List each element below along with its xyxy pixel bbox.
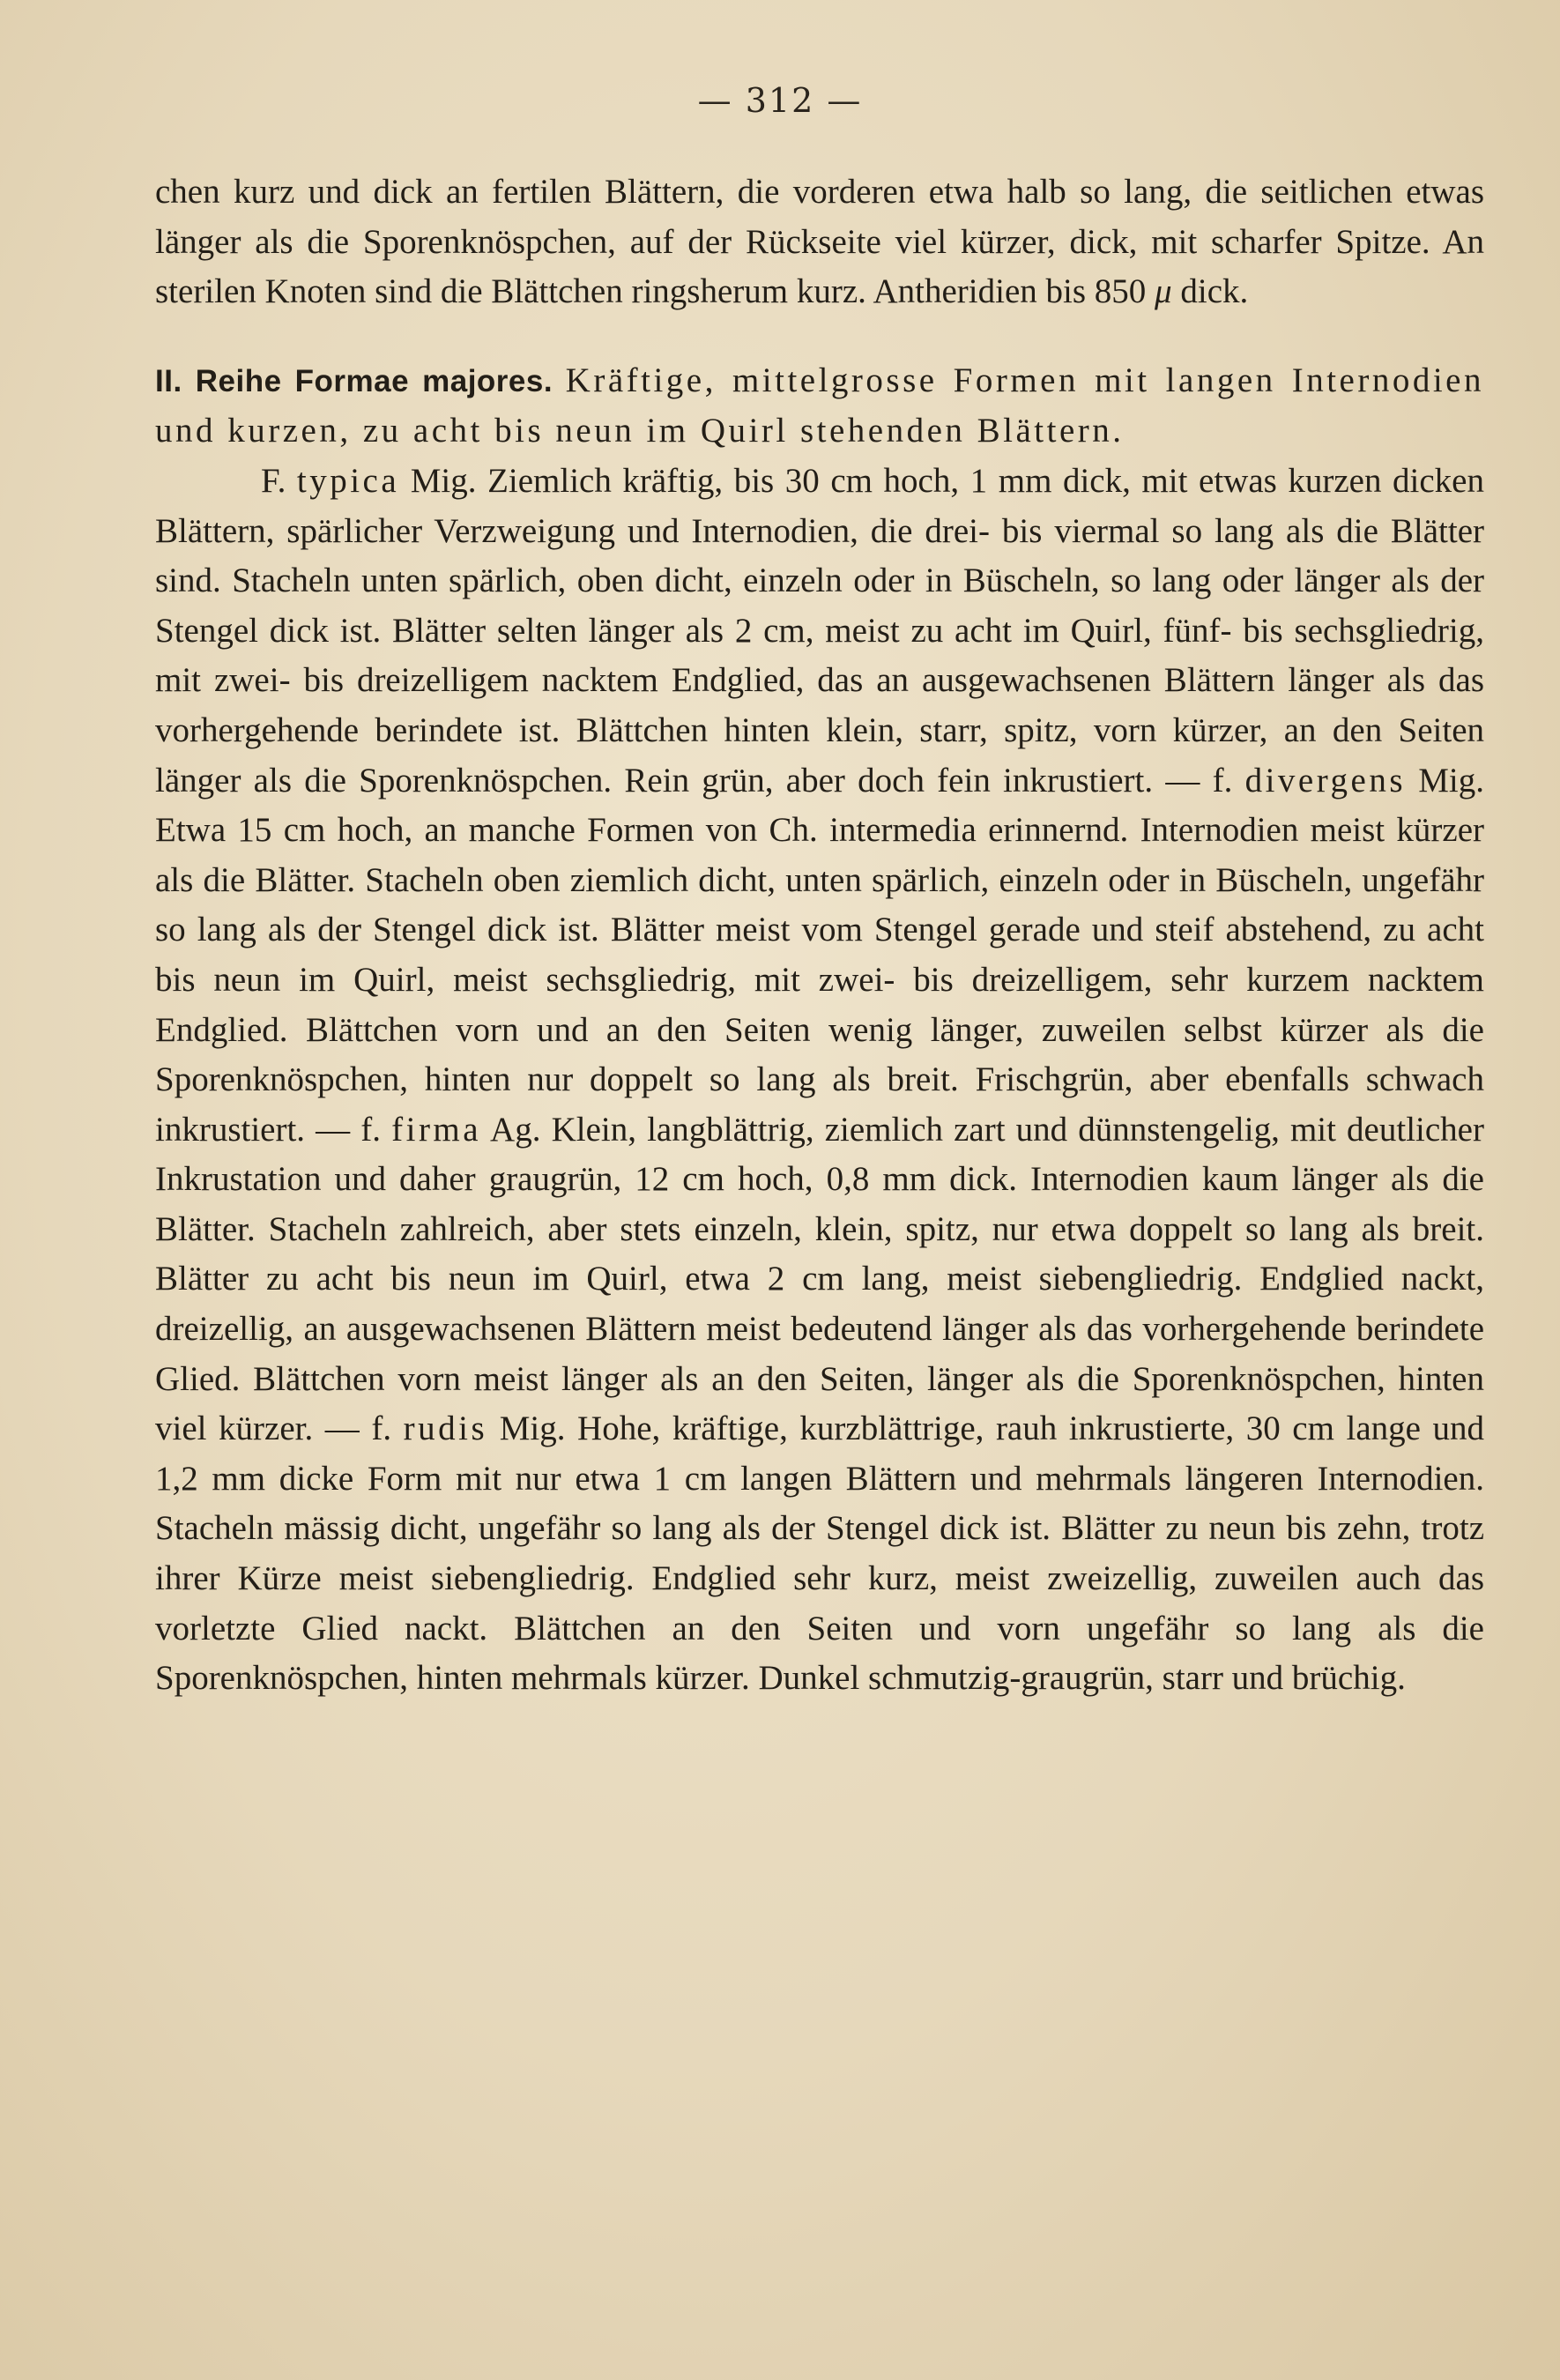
micro-symbol: μ bbox=[1155, 272, 1172, 311]
body-text bbox=[155, 167, 1484, 1704]
paragraph-forms bbox=[155, 457, 1484, 1704]
form-text-3: Ag. Klein, langblättrig, ziemlich zart und dünnstengelig, mit deutlicher Inkrustation und daher graugrün, 12 cm hoch, 0,8 mm dick. Internodien kaum länger als die Blätter. Stacheln zahlreich, aber stets einzeln, klein, spitz, nur etwa doppelt so lang als breit. Blätter zu acht bis neun im Quirl, etwa 2 cm lang, meist siebengliedrig. Endglied nackt, dreizellig, an ausgewachsenen Blättern meist bedeutend länger als das vorhergehende berindete Glied. Blättchen vorn meist länger als an den Seiten, länger als die Sporenknöspchen, hinten viel kürzer. — f. bbox=[155, 1110, 1484, 1448]
form-name-rudis: rudis bbox=[403, 1409, 488, 1448]
section-heading: II. Reihe Formae majores. bbox=[155, 363, 553, 398]
form-name-typica: typica bbox=[296, 461, 400, 500]
paragraph-text-tail: dick. bbox=[1171, 272, 1249, 311]
form-text-2: Mig. Etwa 15 cm hoch, an manche Formen von Ch. intermedia erinnernd. Internodien meist kürzer als die Blätter. Stacheln oben ziemlich dicht, unten spärlich, einzeln oder in Büscheln, ungefähr so lang als der Stengel dick ist. Blätter meist vom Stengel gerade und steif abstehend, zu acht bis neun im Quirl, meist sechsgliedrig, mit zwei- bis dreizelligem, sehr kurzem nacktem Endglied. Blättchen vorn und an den Seiten wenig länger, zuweilen selbst kürzer als die Sporenknöspchen, hinten nur doppelt so lang als breit. Frischgrün, aber ebenfalls schwach inkrustiert. — f. bbox=[155, 761, 1485, 1149]
form-typica-label-prefix: F. bbox=[261, 461, 297, 500]
paragraph-series-heading bbox=[155, 356, 1484, 457]
form-name-firma: firma bbox=[391, 1110, 482, 1149]
form-text-1: Mig. Ziemlich kräftig, bis 30 cm hoch, 1 mm dick, mit etwas kurzen dicken Blättern, spärlicher Verzweigung und Internodien, die drei- bis viermal so lang als die Blätter sind. Stacheln unten spärlich, oben dicht, einzeln oder in Büscheln, so lang oder länger als der Stengel dick ist. Blätter selten länger als 2 cm, meist zu acht im Quirl, fünf- bis sechsgliedrig, mit zwei- bis dreizelligem nacktem Endglied, das an ausgewachsenen Blättern länger als das vorhergehende berindete ist. Blättchen hinten klein, starr, spitz, vorn kürzer, an den Seiten länger als die Sporenknöspchen. Rein grün, aber doch fein inkrustiert. — f. bbox=[155, 461, 1484, 800]
paragraph-text: chen kurz und dick an fertilen Blättern, die vorderen etwa halb so lang, die seitlichen etwas länger als die Sporenknöspchen, auf der Rückseite viel kürzer, dick, mit scharfer Spitze. An sterilen Knoten sind die Blättchen ringsherum kurz. Antheridien bis 850 bbox=[155, 173, 1484, 311]
page-number: — 312 — bbox=[697, 81, 863, 120]
form-name-divergens: divergens bbox=[1244, 761, 1406, 800]
form-text-4: Mig. Hohe, kräftige, kurzblättrige, rauh inkrustierte, 30 cm lange und 1,2 mm dicke Form mit nur etwa 1 cm langen Blättern und mehrmals längeren Internodien. Stacheln mässig dicht, ungefähr so lang als der Stengel dick ist. Blätter zu neun bis zehn, trotz ihrer Kürze meist siebengliedrig. Endglied sehr kurz, meist zweizellig, zuweilen auch das vorletzte Glied nackt. Blättchen an den Seiten und vorn ungefähr so lang als die Sporenknöspchen, hinten mehrmals kürzer. Dunkel schmutzig-graugrün, starr und brüchig. bbox=[155, 1409, 1484, 1698]
paragraph-continuation bbox=[155, 167, 1484, 317]
series-description: Kräftige, mittelgrosse Formen mit langen Internodien und kurzen, zu acht bis neun im Quirl stehenden Blättern. bbox=[155, 361, 1484, 450]
